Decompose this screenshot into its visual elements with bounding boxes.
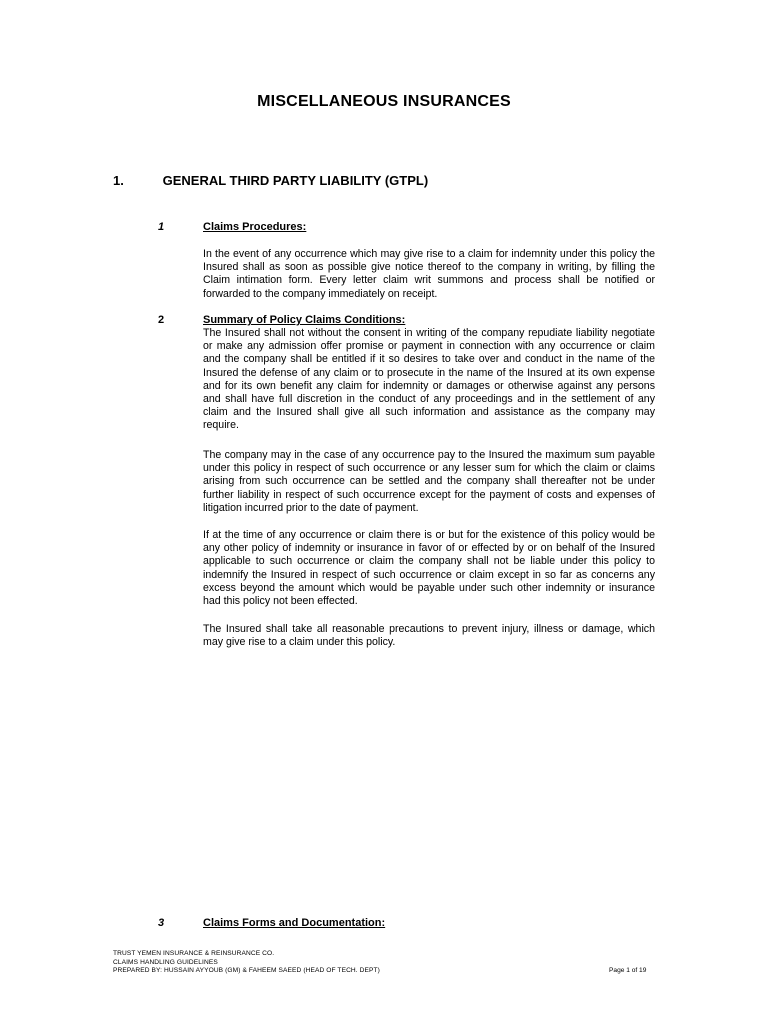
page-number: Page 1 of 19 [609,967,647,974]
footer-document-name: CLAIMS HANDLING GUIDELINES [113,958,218,966]
footer-prepared-by: PREPARED BY: HUSSAIN AYYOUB (GM) & FAHEEM SAEED (HEAD OF TECH. DEPT) [113,967,380,975]
subsection-number: 3 [158,917,165,929]
subsection-title: Summary of Policy Claims Conditions: [203,314,406,326]
paragraph: The Insured shall not without the consent in writing of the company repudiate liability negotiate or make any admission offer promise or payment in connection with any occurrence or claim and the company shall be entitled if it so desires to take over and conduct in the name of the Insured the defense of any claim or to prosecute in the name of the Insured at its own expense and for its own benefit any claim for indemnity or damages or otherwise against any persons and shall have full discretion in the conduct of any proceedings and in the settlement of any claim and the Insured shall give all such information and assistance as the company may require. [203,327,655,432]
subsection-title: Claims Procedures: [203,221,307,233]
subsection-number: 1 [158,221,165,233]
paragraph: If at the time of any occurrence or claim there is or but for the existence of this policy would be any other policy of indemnity or insurance in favor of or effected by or on behalf of the Insured applicable to such occurrence or claim the company shall not be liable under this policy to indemnify the Insured in respect of such occurrence or claim except in so far as concerns any excess beyond the amount which would be payable under such other indemnity or insurance had this policy not been effected. [203,529,655,608]
subsection-number: 2 [158,314,165,326]
page-footer [113,950,653,976]
subsection-title: Claims Forms and Documentation: [203,917,386,929]
document-title: MISCELLANEOUS INSURANCES [257,93,511,110]
paragraph: In the event of any occurrence which may give rise to a claim for indemnity under this policy the Insured shall as soon as possible give notice thereof to the company in writing, by filling the Claim intimation form. Every letter claim writ summons and process shall be notified or forwarded to the company immediately on receipt. [203,248,655,300]
paragraph: The company may in the case of any occurrence pay to the Insured the maximum sum payable under this policy in respect of such occurrence or any lesser sum for which the claim or claims arising from such occurrence can be settled and the company shall thereafter not be under further liability in respect of such occurrence except for the payment of costs and expenses of litigation incurred prior to the date of payment. [203,449,655,514]
section-title: GENERAL THIRD PARTY LIABILITY (GTPL) [162,173,429,188]
section-heading [113,173,428,188]
section-number: 1. [113,173,124,188]
footer-company: TRUST YEMEN INSURANCE & REINSURANCE CO. [113,950,275,957]
paragraph: The Insured shall take all reasonable precautions to prevent injury, illness or damage, which may give rise to a claim under this policy. [203,623,655,649]
